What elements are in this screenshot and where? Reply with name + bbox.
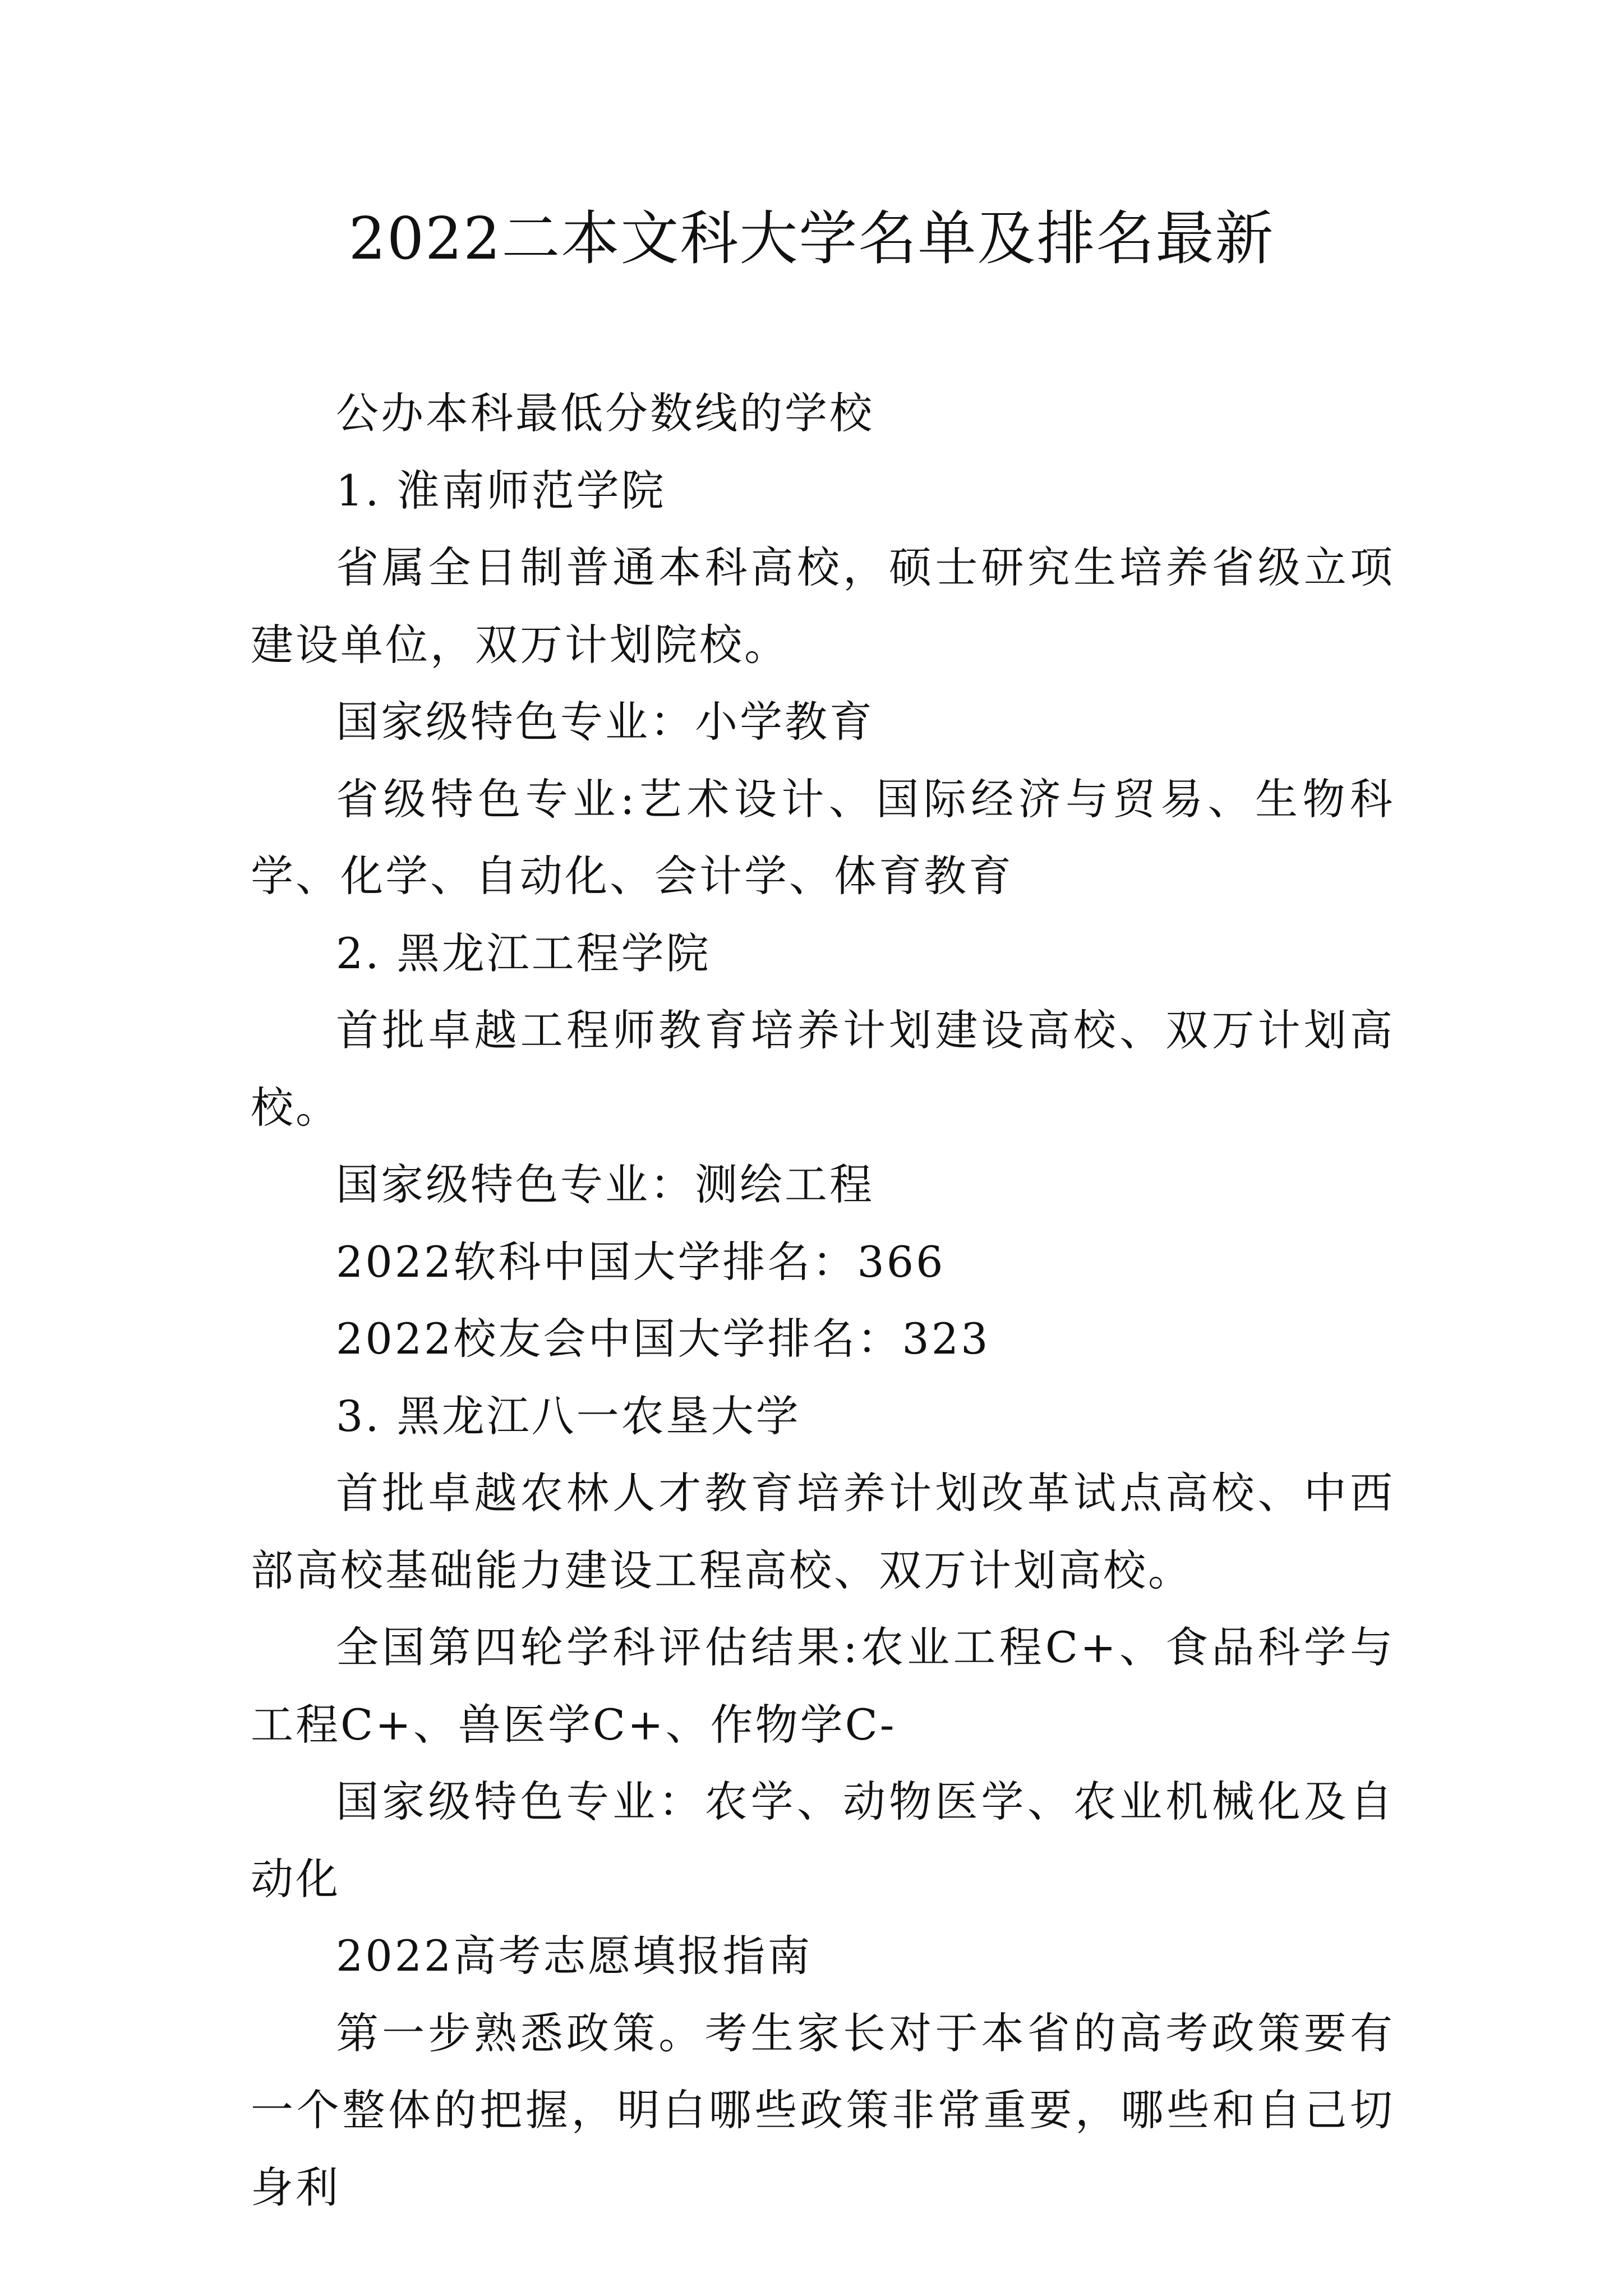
paragraph-school-2-name: 2. 黑龙江工程学院 bbox=[336, 928, 711, 978]
paragraph-school-3-name: 3. 黑龙江八一农垦大学 bbox=[336, 1391, 801, 1441]
paragraph-guide-step-1: 第一步熟悉政策。考生家长对于本省的高考政策要有一个整体的把握，明白哪些政策非常重要，哪些和自己切身利 bbox=[251, 2008, 1395, 2212]
paragraph-school-1-national-major: 国家级特色专业：小学教育 bbox=[336, 697, 874, 747]
paragraph-section-heading: 公办本科最低分数线的学校 bbox=[336, 388, 874, 438]
paragraph-school-3-intro: 首批卓越农林人才教育培养计划改革试点高校、中西部高校基础能力建设工程高校、双万计划高校。 bbox=[251, 1468, 1395, 1595]
paragraph-school-2-national-major: 国家级特色专业：测绘工程 bbox=[336, 1159, 874, 1209]
paragraph-school-3-national-major: 国家级特色专业：农学、动物医学、农业机械化及自动化 bbox=[251, 1777, 1395, 1904]
document-body bbox=[251, 375, 1395, 2226]
paragraph-school-1-provincial-major: 省级特色专业:艺术设计、国际经济与贸易、生物科学、化学、自动化、会计学、体育教育 bbox=[251, 774, 1395, 901]
paragraph-school-2-alumni-rank: 2022校友会中国大学排名：323 bbox=[336, 1314, 990, 1364]
paragraph-school-2-ruanke-rank: 2022软科中国大学排名：366 bbox=[336, 1236, 946, 1287]
paragraph-school-2-intro: 首批卓越工程师教育培养计划建设高校、双万计划高校。 bbox=[251, 1005, 1395, 1133]
paragraph-guide-heading: 2022高考志愿填报指南 bbox=[336, 1931, 813, 1981]
paragraph-school-1-intro: 省属全日制普通本科高校，硕士研究生培养省级立项建设单位，双万计划院校。 bbox=[251, 542, 1395, 670]
paragraph-school-3-evaluation: 全国第四轮学科评估结果:农业工程C+、食品科学与工程C+、兽医学C+、作物学C- bbox=[251, 1622, 1395, 1750]
paragraph-school-1-name: 1. 淮南师范学院 bbox=[336, 465, 666, 516]
document-title: 2022二本文科大学名单及排名最新 bbox=[348, 204, 1275, 273]
